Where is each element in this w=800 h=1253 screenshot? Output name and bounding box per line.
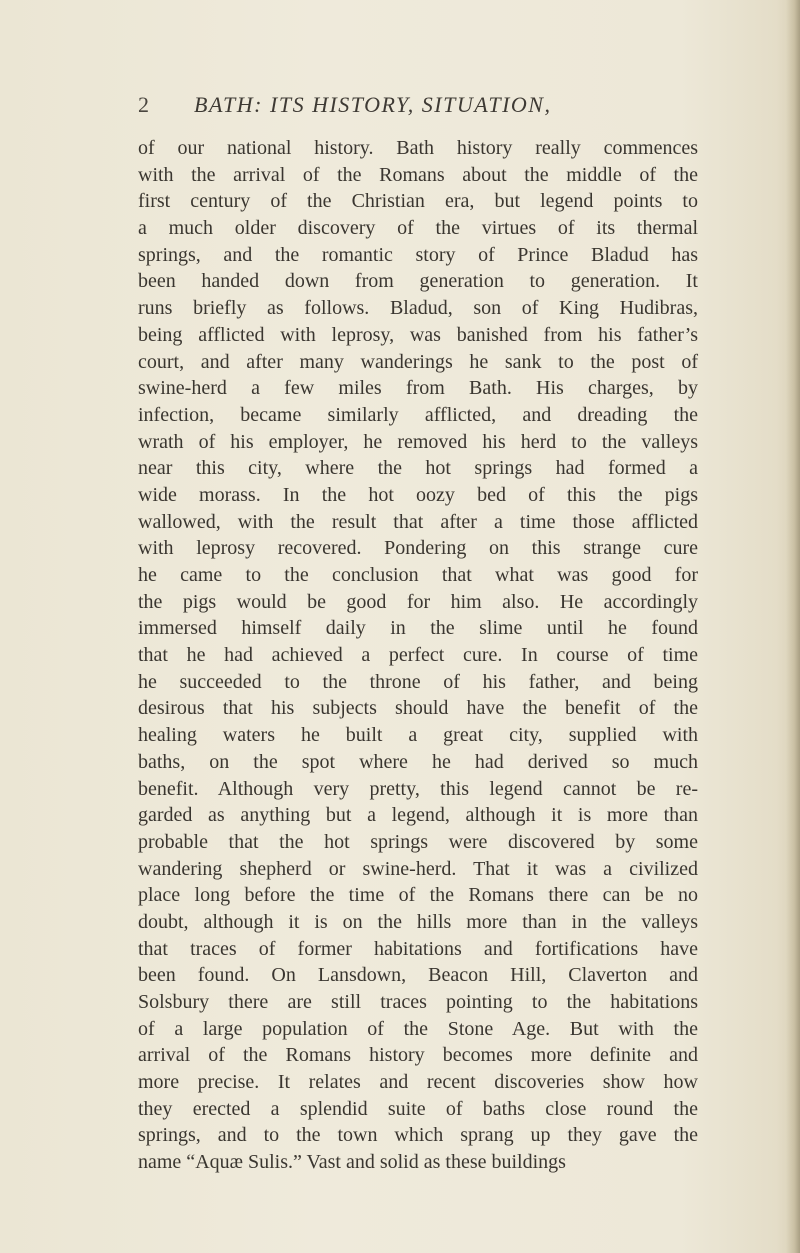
text-line: been found. On Lansdown, Beacon Hill, Claverton and [138, 964, 698, 987]
text-line: wrath of his employer, he removed his herd to the valleys [138, 430, 698, 453]
text-line: probable that the hot springs were discovered by some [138, 830, 698, 853]
text-line: near this city, where the hot springs had formed a [138, 457, 698, 480]
text-line: the pigs would be good for him also. He accordingly [138, 590, 698, 613]
page-header [138, 92, 698, 126]
text-line: wallowed, with the result that after a time those afflicted [138, 510, 698, 533]
running-head: BATH: ITS HISTORY, SITUATION, [194, 92, 552, 117]
text-line: infection, became similarly afflicted, and dreading the [138, 403, 698, 426]
text-line: first century of the Christian era, but legend points to [138, 190, 698, 213]
text-line: wide morass. In the hot oozy bed of this the pigs [138, 483, 698, 506]
text-line: Solsbury there are still traces pointing to the habitations [138, 991, 698, 1013]
text-line: immersed himself daily in the slime until he found [138, 617, 698, 640]
text-line: name “Aquæ Sulis.” Vast and solid as these buildings [138, 1151, 566, 1174]
text-line: a much older discovery of the virtues of its thermal [138, 217, 698, 240]
text-line: that he had achieved a perfect cure. In course of time [138, 644, 698, 667]
text-line: doubt, although it is on the hills more than in the valleys [138, 910, 698, 933]
text-line: healing waters he built a great city, supplied with [138, 724, 698, 747]
text-line: springs, and the romantic story of Prince Bladud has [138, 243, 698, 266]
body-text [138, 135, 698, 1176]
page-edge-shadow [786, 0, 800, 1253]
text-line: baths, on the spot where he had derived so much [138, 750, 698, 773]
text-line: being afflicted with leprosy, was banished from his father’s [138, 323, 698, 346]
text-line: with the arrival of the Romans about the middle of the [138, 163, 698, 186]
text-line: benefit. Although very pretty, this legend cannot be re- [138, 777, 698, 800]
text-line: more precise. It relates and recent discoveries show how [138, 1071, 698, 1094]
text-line: springs, and to the town which sprang up they gave the [138, 1124, 698, 1147]
text-line: that traces of former habitations and fortifications have [138, 937, 698, 960]
text-line: swine-herd a few miles from Bath. His charges, by [138, 377, 698, 400]
text-line: court, and after many wanderings he sank to the post of [138, 350, 698, 373]
text-line: he came to the conclusion that what was good for [138, 564, 698, 586]
text-line: garded as anything but a legend, although it is more than [138, 804, 698, 827]
text-line: runs briefly as follows. Bladud, son of King Hudibras, [138, 297, 698, 320]
text-line: of a large population of the Stone Age. But with the [138, 1017, 698, 1040]
text-line: place long before the time of the Romans there can be no [138, 884, 698, 907]
text-line: desirous that his subjects should have the benefit of the [138, 697, 698, 720]
text-line: wandering shepherd or swine-herd. That it was a civilized [138, 857, 698, 880]
text-line: he succeeded to the throne of his father, and being [138, 670, 698, 693]
text-line: they erected a splendid suite of baths close round the [138, 1097, 698, 1120]
text-line: arrival of the Romans history becomes more definite and [138, 1044, 698, 1067]
text-line: of our national history. Bath history really commences [138, 137, 698, 159]
text-line: been handed down from generation to generation. It [138, 270, 698, 293]
text-line: with leprosy recovered. Pondering on this strange cure [138, 537, 698, 560]
page-number: 2 [138, 92, 149, 117]
